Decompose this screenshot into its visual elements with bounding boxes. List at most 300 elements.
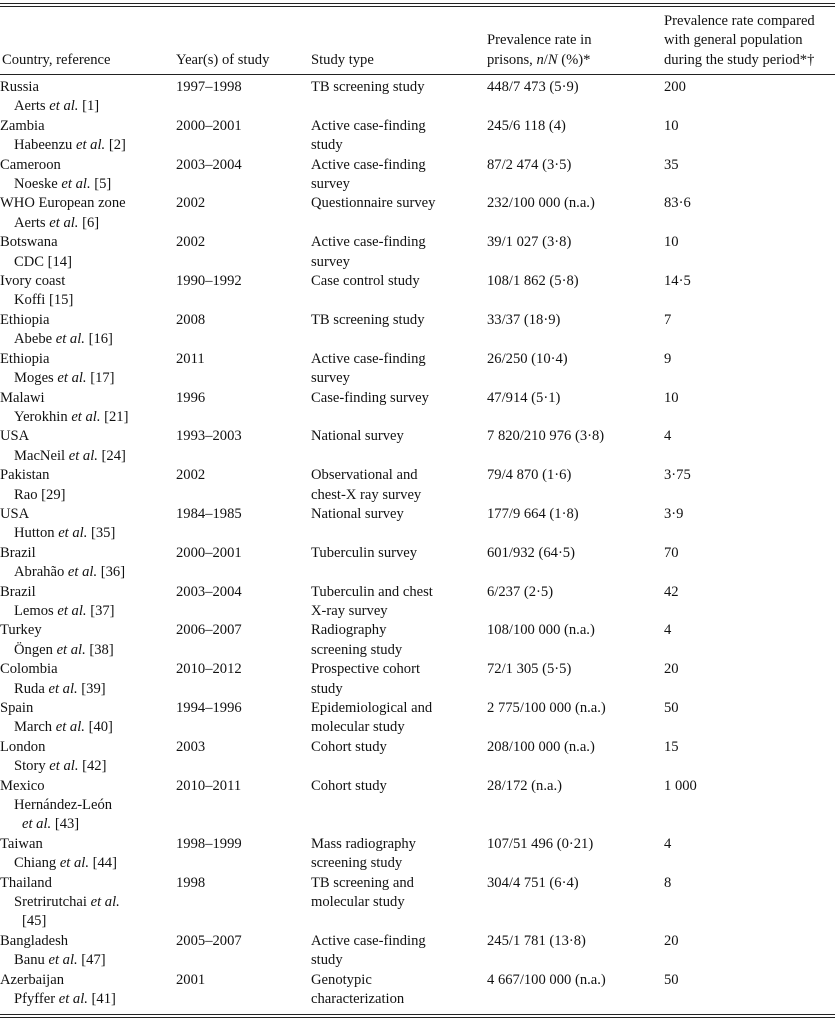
study-type-line: molecular study bbox=[311, 719, 405, 736]
data-table bbox=[0, 78, 835, 1010]
reference-text: Chiang bbox=[14, 855, 60, 872]
cell-country-reference bbox=[0, 932, 176, 971]
header-years bbox=[176, 51, 269, 70]
reference-text: [41] bbox=[87, 991, 116, 1008]
country-name: Ethiopia bbox=[0, 350, 50, 367]
cell-years: 2005–2007 bbox=[176, 932, 242, 949]
table-row bbox=[0, 835, 835, 874]
cell-comparison: 4 bbox=[664, 428, 672, 445]
cell-prevalence: 107/51 496 (0·21) bbox=[487, 835, 594, 852]
cell-comparison: 8 bbox=[664, 874, 672, 891]
reference-text: Ruda bbox=[14, 680, 49, 697]
reference-text: Aerts bbox=[14, 214, 50, 231]
reference-text: [2] bbox=[105, 137, 126, 154]
table-row bbox=[0, 311, 835, 350]
cell-prevalence: 4 667/100 000 (n.a.) bbox=[487, 971, 606, 988]
table-row bbox=[0, 194, 835, 233]
table-row bbox=[0, 699, 835, 738]
reference-text: Moges bbox=[14, 370, 58, 387]
reference bbox=[0, 893, 176, 912]
reference-et-al: et al. bbox=[48, 952, 78, 969]
table-row bbox=[0, 544, 835, 583]
header-comp-line1: Prevalence rate compared bbox=[664, 12, 815, 29]
table-row bbox=[0, 738, 835, 777]
country-name: Azerbaijan bbox=[0, 971, 65, 988]
reference-text: Abebe bbox=[14, 331, 56, 348]
table-row bbox=[0, 78, 835, 117]
table-row bbox=[0, 389, 835, 428]
study-type-line: TB screening and bbox=[311, 874, 414, 891]
study-type-line: Active case-finding bbox=[311, 117, 426, 134]
reference-text: CDC [14] bbox=[14, 253, 72, 270]
cell-country-reference bbox=[0, 621, 176, 660]
cell-comparison: 20 bbox=[664, 661, 679, 678]
reference-et-al: et al. bbox=[57, 370, 87, 387]
cell-comparison: 50 bbox=[664, 700, 679, 716]
cell-country-reference bbox=[0, 156, 176, 195]
header-comparison bbox=[664, 12, 835, 70]
cell-country-reference bbox=[0, 466, 176, 505]
study-type-line: characterization bbox=[311, 991, 405, 1008]
reference bbox=[0, 214, 176, 233]
reference-et-al: et al. bbox=[55, 719, 85, 736]
cell-comparison: 70 bbox=[664, 544, 679, 561]
cell-comparison: 3·9 bbox=[664, 505, 684, 522]
reference-et-al: et al. bbox=[71, 408, 101, 425]
cell-years: 2001 bbox=[176, 971, 206, 988]
reference-text: [1] bbox=[78, 98, 100, 115]
study-type-line: Tuberculin and chest bbox=[311, 583, 433, 600]
table-row bbox=[0, 272, 835, 311]
cell-years: 2003–2004 bbox=[176, 156, 242, 173]
cell-country-reference bbox=[0, 505, 176, 544]
reference-text: [6] bbox=[78, 214, 100, 231]
study-type-line: study bbox=[311, 137, 343, 154]
cell-country-reference bbox=[0, 350, 176, 389]
reference-text: [16] bbox=[84, 331, 113, 348]
cell-study-type bbox=[311, 660, 487, 699]
reference-et-al: et al. bbox=[59, 855, 89, 872]
cell-study-type bbox=[311, 156, 487, 195]
cell-study-type bbox=[311, 874, 487, 932]
reference-text: Banu bbox=[14, 952, 49, 969]
cell-years: 1994–1996 bbox=[176, 700, 242, 716]
study-type-line: X-ray survey bbox=[311, 602, 388, 619]
cell-study-type bbox=[311, 117, 487, 156]
reference-et-al: et al. bbox=[55, 331, 85, 348]
cell-study-type bbox=[311, 427, 487, 466]
reference-et-al: et al. bbox=[49, 98, 79, 115]
country-name: Ivory coast bbox=[0, 273, 66, 290]
header-comp-line2: with general population bbox=[664, 32, 803, 49]
cell-comparison: 20 bbox=[664, 932, 679, 949]
country-name: Mexico bbox=[0, 777, 45, 794]
cell-country-reference bbox=[0, 117, 176, 156]
study-type-line: Genotypic bbox=[311, 971, 372, 988]
header-study-type bbox=[311, 51, 374, 70]
cell-comparison: 35 bbox=[664, 156, 679, 173]
table-row bbox=[0, 156, 835, 195]
reference-et-al: et al. bbox=[61, 176, 91, 193]
reference bbox=[0, 680, 176, 699]
reference-et-al: et al. bbox=[68, 447, 98, 464]
header-prev-line2 bbox=[487, 51, 657, 70]
cell-study-type bbox=[311, 738, 487, 777]
cell-years: 2006–2007 bbox=[176, 622, 242, 639]
study-type-line: Radiography bbox=[311, 622, 387, 639]
country-name: Spain bbox=[0, 700, 34, 716]
reference-text: Hernández-León bbox=[14, 797, 113, 814]
reference-text: Abrahão bbox=[14, 564, 68, 581]
reference bbox=[0, 369, 176, 388]
reference-et-al: et al. bbox=[76, 137, 106, 154]
country-name: Pakistan bbox=[0, 467, 50, 484]
table-row bbox=[0, 583, 835, 622]
cell-years: 2010–2011 bbox=[176, 777, 242, 794]
cell-prevalence: 448/7 473 (5·9) bbox=[487, 79, 579, 95]
cell-prevalence: 245/6 118 (4) bbox=[487, 117, 566, 134]
cell-country-reference bbox=[0, 835, 176, 874]
cell-study-type bbox=[311, 505, 487, 544]
cell-country-reference bbox=[0, 389, 176, 428]
cell-prevalence: 39/1 027 (3·8) bbox=[487, 234, 572, 251]
reference bbox=[0, 757, 176, 776]
table-body bbox=[0, 78, 835, 1010]
cell-comparison: 42 bbox=[664, 583, 679, 600]
study-type-line: Case control study bbox=[311, 273, 420, 290]
reference-text: [36] bbox=[97, 564, 126, 581]
study-type-line: Active case-finding bbox=[311, 234, 426, 251]
reference bbox=[0, 97, 176, 116]
header-prevalence bbox=[487, 31, 657, 70]
reference-text: Aerts bbox=[14, 98, 50, 115]
cell-study-type bbox=[311, 971, 487, 1010]
table-row bbox=[0, 777, 835, 835]
reference-text: MacNeil bbox=[14, 447, 69, 464]
reference bbox=[0, 912, 176, 931]
cell-years: 2003 bbox=[176, 738, 206, 755]
cell-country-reference bbox=[0, 699, 176, 738]
bottom-double-rule bbox=[0, 1014, 835, 1018]
cell-study-type bbox=[311, 272, 487, 311]
reference-text: [35] bbox=[87, 525, 116, 542]
study-type-line: Observational and bbox=[311, 467, 418, 484]
reference-text: Noeske bbox=[14, 176, 62, 193]
country-name: Ethiopia bbox=[0, 311, 50, 328]
cell-study-type bbox=[311, 350, 487, 389]
reference-text: Pfyffer bbox=[14, 991, 59, 1008]
cell-country-reference bbox=[0, 660, 176, 699]
header-country bbox=[2, 51, 110, 70]
cell-country-reference bbox=[0, 971, 176, 1010]
reference bbox=[0, 408, 176, 427]
cell-comparison: 14·5 bbox=[664, 273, 691, 290]
cell-study-type bbox=[311, 544, 487, 583]
study-type-line: Questionnaire survey bbox=[311, 195, 436, 212]
cell-comparison: 83·6 bbox=[664, 195, 691, 212]
cell-country-reference bbox=[0, 78, 176, 117]
table-row bbox=[0, 117, 835, 156]
cell-years: 1998 bbox=[176, 874, 206, 891]
reference-text: [47] bbox=[77, 952, 106, 969]
reference bbox=[0, 291, 176, 310]
study-type-line: Mass radiography bbox=[311, 835, 416, 852]
cell-prevalence: 108/100 000 (n.a.) bbox=[487, 622, 595, 639]
cell-prevalence: 232/100 000 (n.a.) bbox=[487, 195, 595, 212]
reference bbox=[0, 718, 176, 737]
reference-text: March bbox=[14, 719, 56, 736]
country-name: Russia bbox=[0, 79, 39, 95]
reference-text: Koffi [15] bbox=[14, 292, 74, 309]
header-prev-line1: Prevalence rate in bbox=[487, 32, 592, 49]
cell-study-type bbox=[311, 466, 487, 505]
cell-prevalence: 7 820/210 976 (3·8) bbox=[487, 428, 605, 445]
cell-years: 1998–1999 bbox=[176, 835, 242, 852]
header-type-text: Study type bbox=[311, 51, 374, 68]
reference bbox=[0, 951, 176, 970]
cell-study-type bbox=[311, 583, 487, 622]
country-name: London bbox=[0, 738, 46, 755]
country-name: USA bbox=[0, 428, 30, 445]
cell-years: 2002 bbox=[176, 467, 206, 484]
cell-prevalence: 177/9 664 (1·8) bbox=[487, 505, 579, 522]
header-country-text: Country, reference bbox=[2, 51, 111, 68]
country-name: Cameroon bbox=[0, 156, 61, 173]
table-row bbox=[0, 466, 835, 505]
cell-prevalence: 304/4 751 (6·4) bbox=[487, 874, 579, 891]
cell-prevalence: 47/914 (5·1) bbox=[487, 389, 561, 406]
country-name: Turkey bbox=[0, 622, 42, 639]
cell-years: 1993–2003 bbox=[176, 428, 242, 445]
cell-study-type bbox=[311, 311, 487, 350]
reference-text: [37] bbox=[86, 602, 115, 619]
reference-text: Rao [29] bbox=[14, 486, 66, 503]
cell-years: 2002 bbox=[176, 195, 206, 212]
header-prev-N: N bbox=[547, 51, 558, 68]
cell-years: 2000–2001 bbox=[176, 544, 242, 561]
reference-text: Lemos bbox=[14, 602, 58, 619]
cell-country-reference bbox=[0, 544, 176, 583]
reference-text: [43] bbox=[51, 816, 80, 833]
reference-text: [17] bbox=[86, 370, 115, 387]
cell-study-type bbox=[311, 835, 487, 874]
reference-et-al: et al. bbox=[90, 894, 120, 911]
reference-text: Story bbox=[14, 758, 50, 775]
cell-prevalence: 6/237 (2·5) bbox=[487, 583, 554, 600]
reference-text: [45] bbox=[22, 913, 47, 930]
table-header bbox=[0, 7, 835, 70]
cell-prevalence: 2 775/100 000 (n.a.) bbox=[487, 700, 606, 716]
reference-text: Habeenzu bbox=[14, 137, 76, 154]
cell-prevalence: 108/1 862 (5·8) bbox=[487, 273, 579, 290]
cell-comparison: 7 bbox=[664, 311, 672, 328]
cell-comparison: 10 bbox=[664, 389, 679, 406]
cell-study-type bbox=[311, 621, 487, 660]
cell-country-reference bbox=[0, 427, 176, 466]
reference-et-al: et al. bbox=[48, 680, 78, 697]
study-type-line: Tuberculin survey bbox=[311, 544, 418, 561]
study-type-line: TB screening study bbox=[311, 311, 425, 328]
reference bbox=[0, 602, 176, 621]
reference-et-al: et al. bbox=[49, 214, 79, 231]
reference bbox=[0, 796, 176, 815]
reference-et-al: et al. bbox=[22, 816, 52, 833]
reference bbox=[0, 641, 176, 660]
reference-text: [40] bbox=[84, 719, 113, 736]
cell-country-reference bbox=[0, 738, 176, 777]
reference-text: [39] bbox=[77, 680, 106, 697]
reference bbox=[0, 330, 176, 349]
reference-et-al: et al. bbox=[49, 758, 79, 775]
table-row bbox=[0, 505, 835, 544]
header-prev-n: n bbox=[536, 51, 544, 68]
cell-years: 2008 bbox=[176, 311, 206, 328]
country-name: Brazil bbox=[0, 583, 36, 600]
country-name: Botswana bbox=[0, 234, 58, 251]
study-type-line: Case-finding survey bbox=[311, 389, 429, 406]
reference-text: [42] bbox=[78, 758, 107, 775]
cell-years: 1984–1985 bbox=[176, 505, 242, 522]
reference-et-al: et al. bbox=[58, 991, 88, 1008]
study-type-line: chest-X ray survey bbox=[311, 486, 422, 503]
cell-prevalence: 87/2 474 (3·5) bbox=[487, 156, 572, 173]
reference-et-al: et al. bbox=[58, 525, 88, 542]
cell-comparison: 50 bbox=[664, 971, 679, 988]
reference-text: [24] bbox=[97, 447, 126, 464]
cell-prevalence: 208/100 000 (n.a.) bbox=[487, 738, 595, 755]
header-prev-pre: prisons, bbox=[487, 51, 537, 68]
table-row bbox=[0, 874, 835, 932]
reference bbox=[0, 486, 176, 505]
cell-study-type bbox=[311, 233, 487, 272]
reference bbox=[0, 253, 176, 272]
cell-country-reference bbox=[0, 194, 176, 233]
cell-study-type bbox=[311, 777, 487, 835]
cell-comparison: 10 bbox=[664, 117, 679, 134]
header-comp-line3: during the study period*† bbox=[664, 51, 815, 68]
study-type-line: survey bbox=[311, 176, 350, 193]
study-type-line: Epidemiological and bbox=[311, 700, 433, 716]
reference bbox=[0, 524, 176, 543]
cell-prevalence: 79/4 870 (1·6) bbox=[487, 467, 572, 484]
study-type-line: National survey bbox=[311, 428, 404, 445]
study-type-line: TB screening study bbox=[311, 79, 425, 95]
reference bbox=[0, 990, 176, 1009]
cell-years: 2002 bbox=[176, 234, 206, 251]
cell-years: 2003–2004 bbox=[176, 583, 242, 600]
reference-text: [5] bbox=[90, 176, 112, 193]
cell-country-reference bbox=[0, 272, 176, 311]
country-name: USA bbox=[0, 505, 30, 522]
reference bbox=[0, 815, 176, 834]
reference bbox=[0, 175, 176, 194]
study-type-line: study bbox=[311, 680, 343, 697]
study-type-line: Cohort study bbox=[311, 777, 387, 794]
cell-study-type bbox=[311, 389, 487, 428]
cell-country-reference bbox=[0, 311, 176, 350]
cell-years: 2010–2012 bbox=[176, 661, 242, 678]
cell-years: 2011 bbox=[176, 350, 205, 367]
reference-text: Hutton bbox=[14, 525, 59, 542]
country-name: Malawi bbox=[0, 389, 45, 406]
table-row bbox=[0, 621, 835, 660]
table-row bbox=[0, 971, 835, 1010]
reference-text: [44] bbox=[89, 855, 117, 872]
cell-years: 1990–1992 bbox=[176, 273, 242, 290]
cell-comparison: 200 bbox=[664, 79, 686, 95]
cell-years: 1996 bbox=[176, 389, 206, 406]
study-type-line: survey bbox=[311, 253, 350, 270]
country-name: Thailand bbox=[0, 874, 52, 891]
study-type-line: Cohort study bbox=[311, 738, 387, 755]
cell-country-reference bbox=[0, 233, 176, 272]
reference-et-al: et al. bbox=[57, 602, 87, 619]
cell-comparison: 9 bbox=[664, 350, 672, 367]
cell-prevalence: 72/1 305 (5·5) bbox=[487, 661, 572, 678]
study-type-line: National survey bbox=[311, 505, 404, 522]
cell-prevalence: 28/172 (n.a.) bbox=[487, 777, 562, 794]
cell-study-type bbox=[311, 932, 487, 971]
cell-prevalence: 33/37 (18·9) bbox=[487, 311, 561, 328]
cell-prevalence: 26/250 (10·4) bbox=[487, 350, 568, 367]
cell-comparison: 10 bbox=[664, 234, 679, 251]
country-name: Brazil bbox=[0, 544, 36, 561]
cell-study-type bbox=[311, 194, 487, 233]
table-row bbox=[0, 427, 835, 466]
cell-years: 2000–2001 bbox=[176, 117, 242, 134]
header-rule bbox=[0, 74, 835, 75]
study-type-line: Active case-finding bbox=[311, 350, 426, 367]
reference bbox=[0, 136, 176, 155]
cell-country-reference bbox=[0, 777, 176, 835]
cell-prevalence: 601/932 (64·5) bbox=[487, 544, 575, 561]
study-type-line: survey bbox=[311, 370, 350, 387]
header-prev-post: (%)* bbox=[557, 51, 591, 68]
reference-text: Öngen bbox=[14, 641, 57, 658]
cell-study-type bbox=[311, 78, 487, 117]
study-type-line: Active case-finding bbox=[311, 932, 426, 949]
study-type-line: study bbox=[311, 952, 343, 969]
reference bbox=[0, 563, 176, 582]
reference-et-al: et al. bbox=[67, 564, 98, 581]
cell-study-type bbox=[311, 699, 487, 738]
reference-et-al: et al. bbox=[56, 641, 86, 658]
reference bbox=[0, 447, 176, 466]
reference-text: [38] bbox=[85, 641, 114, 658]
country-name: Colombia bbox=[0, 661, 58, 678]
cell-country-reference bbox=[0, 874, 176, 932]
study-type-line: molecular study bbox=[311, 894, 405, 911]
reference bbox=[0, 854, 176, 873]
header-years-text: Year(s) of study bbox=[176, 51, 270, 68]
study-type-line: screening study bbox=[311, 641, 403, 658]
study-type-line: Active case-finding bbox=[311, 156, 426, 173]
cell-comparison: 4 bbox=[664, 622, 672, 639]
country-name: Taiwan bbox=[0, 835, 43, 852]
cell-prevalence: 245/1 781 (13·8) bbox=[487, 932, 586, 949]
cell-comparison: 15 bbox=[664, 738, 679, 755]
reference-text: Yerokhin bbox=[14, 408, 72, 425]
reference-text: [21] bbox=[100, 408, 129, 425]
cell-comparison: 3·75 bbox=[664, 467, 691, 484]
cell-comparison: 1 000 bbox=[664, 777, 697, 794]
header-prev-slash: / bbox=[543, 51, 548, 68]
study-type-line: Prospective cohort bbox=[311, 661, 421, 678]
table-row bbox=[0, 932, 835, 971]
country-name: Zambia bbox=[0, 117, 45, 134]
table-row bbox=[0, 350, 835, 389]
cell-country-reference bbox=[0, 583, 176, 622]
